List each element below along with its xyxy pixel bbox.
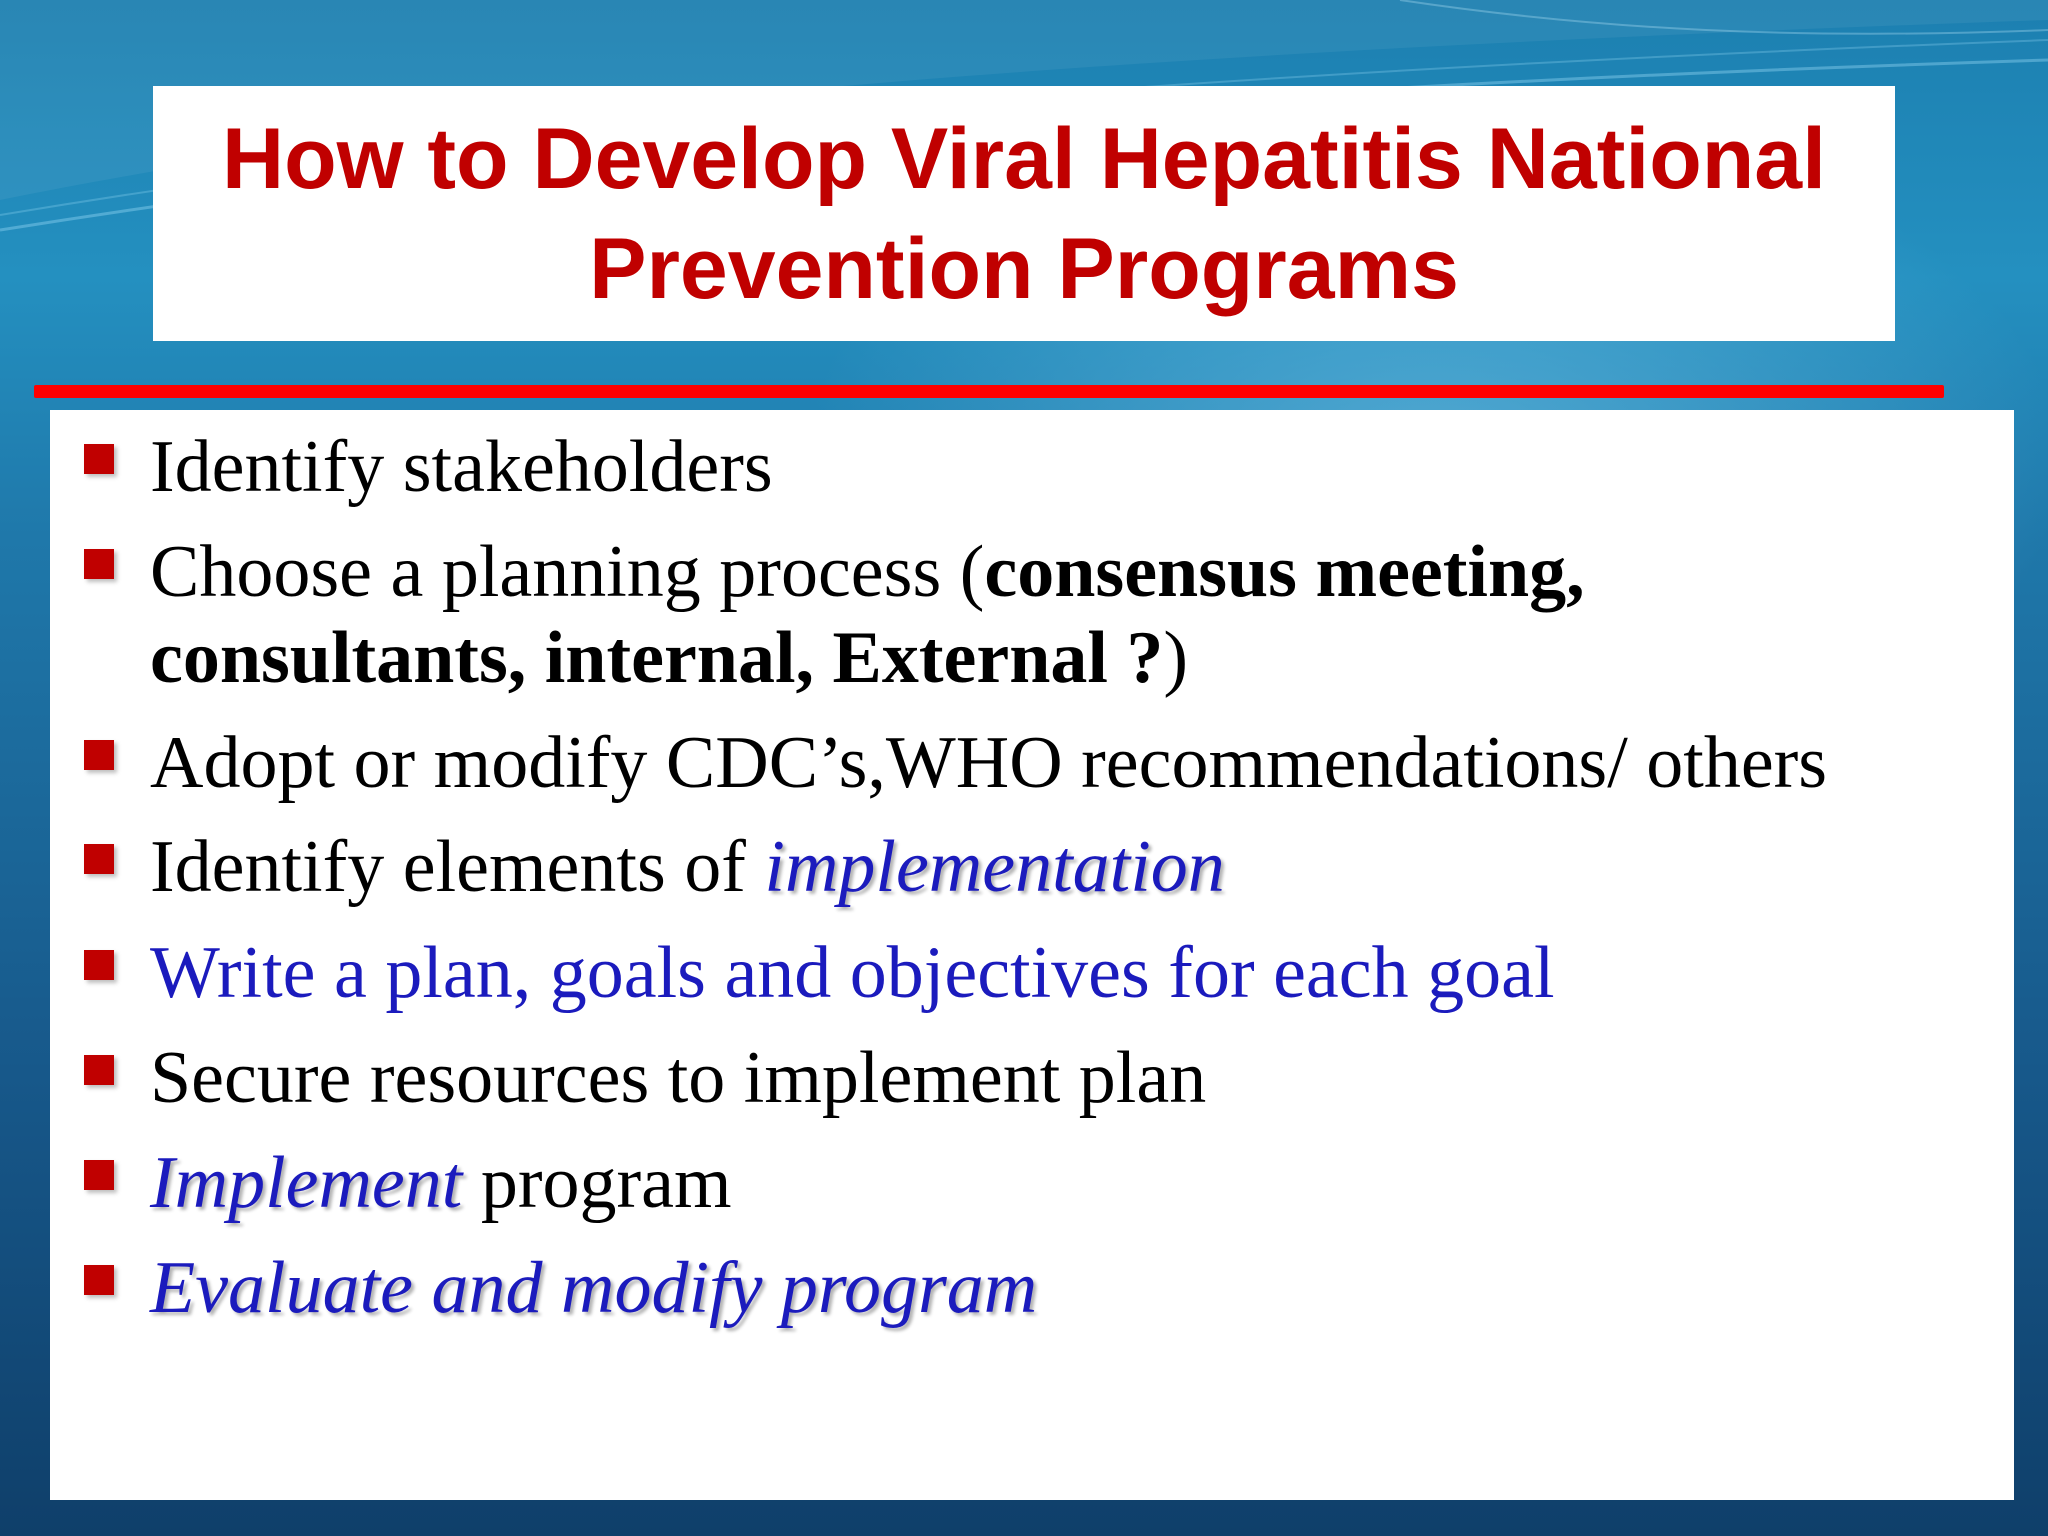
bullet-text-plain: Choose a planning process ( [150, 531, 985, 613]
bullet-text [150, 720, 2000, 806]
bullet-square-icon [84, 1265, 114, 1295]
bullet-square-icon [84, 1160, 114, 1190]
bullet-square-icon [84, 444, 114, 474]
bullet-text [150, 1245, 2000, 1331]
title-divider [34, 385, 1944, 398]
title-box [153, 86, 1895, 341]
content-box [50, 410, 2014, 1500]
slide-title-line-2: Prevention Programs [589, 220, 1459, 317]
slide-title-line-1: How to Develop Viral Hepatitis National [221, 110, 1827, 207]
bullet-text-plain: ) [1163, 617, 1189, 699]
bullet-square-icon [84, 950, 114, 980]
bullet-text [150, 1035, 2000, 1121]
bullet-square-icon [84, 549, 114, 579]
bullet-text-plain: Secure resources to implement plan [150, 1037, 1207, 1119]
bullet-text-plain: Adopt or modify CDC’s,WHO recommendations/ others [150, 722, 1828, 804]
bullet-text [150, 1140, 2000, 1226]
bullet-text-emphasis: Implement [150, 1142, 463, 1224]
bullet-square-icon [84, 844, 114, 874]
bullet-text-plain: program [462, 1142, 732, 1224]
bullet-text-emphasis: Evaluate and modify program [150, 1247, 1038, 1329]
bullet-text-emphasis: implementation [764, 826, 1225, 908]
bullet-text-bold: consensus meeting, [984, 531, 1585, 613]
bullet-text [150, 930, 2000, 1016]
bullet-text [150, 824, 2000, 910]
bullet-text-blue: Write a plan, goals and objectives for each goal [150, 932, 1555, 1014]
bullet-square-icon [84, 740, 114, 770]
bullet-text-plain: Identify stakeholders [150, 426, 773, 508]
bullet-text [150, 529, 2000, 701]
bullet-text [150, 424, 2000, 510]
bullet-text-plain: Identify elements of [150, 826, 765, 908]
bullet-text-bold: consultants, internal, External ? [150, 617, 1164, 699]
bullet-square-icon [84, 1055, 114, 1085]
